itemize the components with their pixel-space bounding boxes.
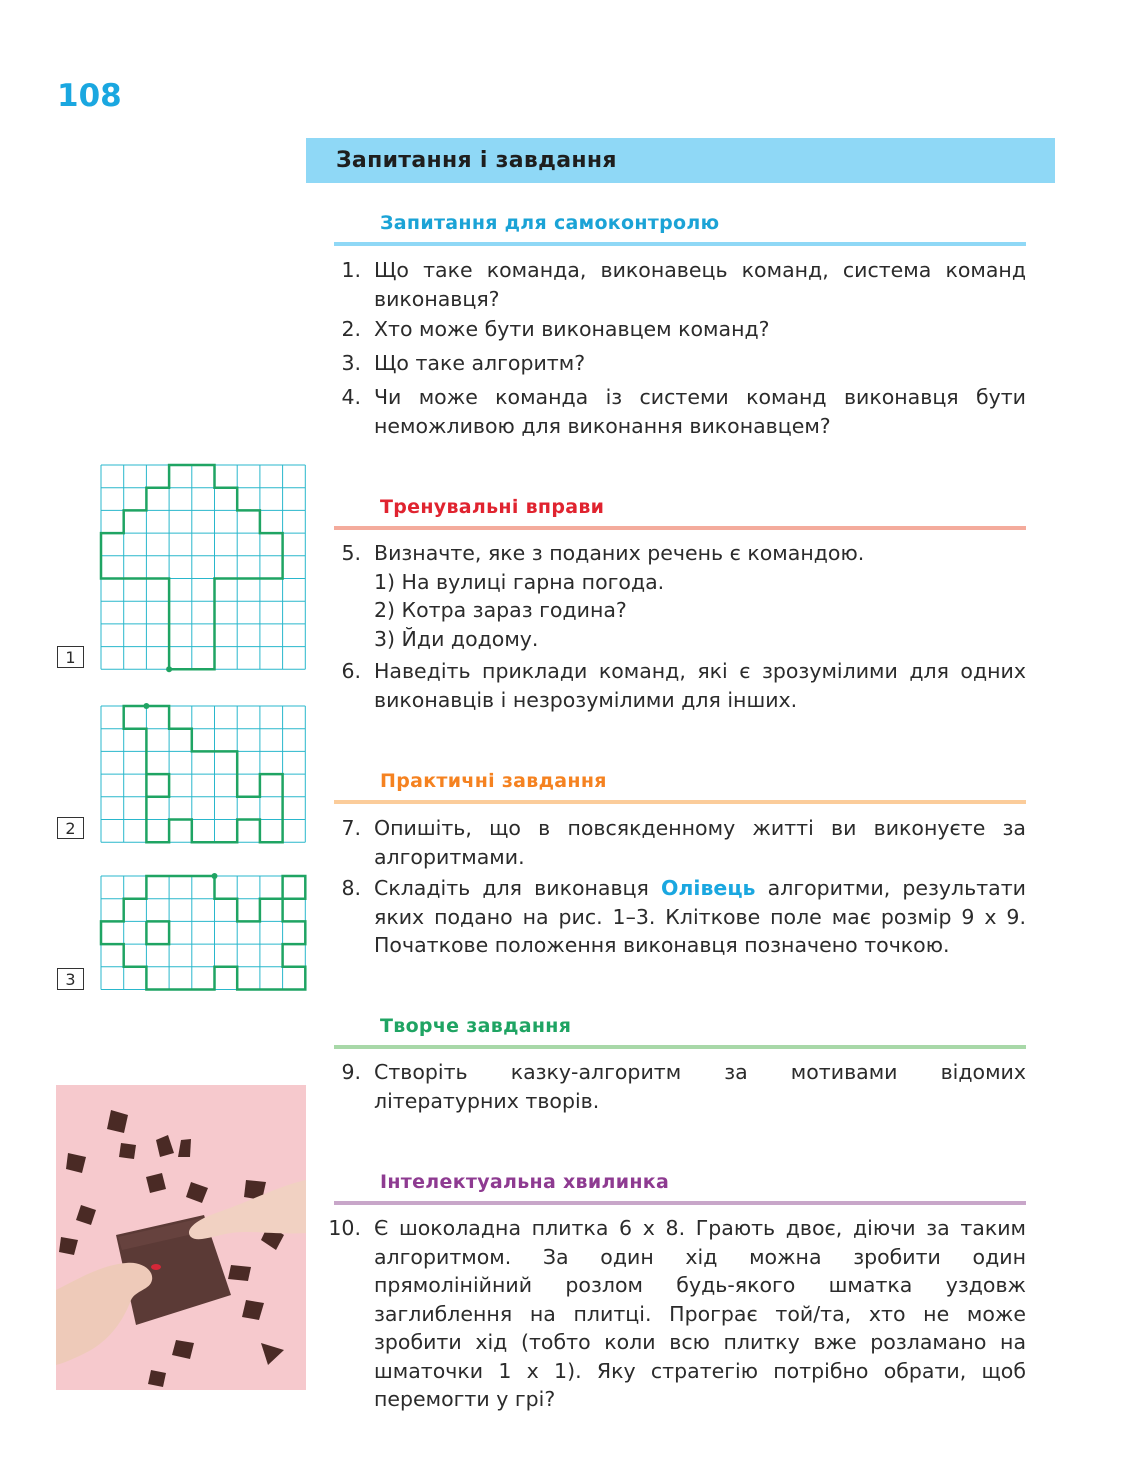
section-practical [334,770,1026,804]
question-text: Наведіть приклади команд, які є зрозумілими для одних виконавців і незрозумілими для інших. [374,659,1026,712]
figure-label-1: 1 [57,646,84,668]
question-number: 3. [341,351,361,375]
question-number: 1. [341,258,361,282]
question-10 [328,1214,1026,1414]
start-point [166,666,172,672]
question-text: Опишіть, що в повсякденному житті ви виконуєте за алгоритмами. [374,816,1026,869]
section-training [334,496,1026,530]
page-title: Запитання і завдання [336,148,617,173]
question-text: Є шоколадна плитка 6 х 8. Грають двоє, діючи за таким алгоритмом. За один хід можна зробити один прямолінійний розлом будь-якого шматка уздовж заглиблення на плитці. Програє той/та, хто не може зробити хід (тобто коли всю плитку вже розламано на шматочки 1 x 1). Яку стратегію потрібно обрати, щоб перемогти у грі? [374,1216,1026,1411]
question-1 [334,256,1026,313]
section-label: Тренувальні вправи [380,496,605,518]
question-text: Хто може бути виконавцем команд? [374,317,770,341]
question-body [374,874,1026,960]
question-7 [334,814,1026,871]
option-1: 1) На вулиці гарна погода. [374,569,665,594]
option-2: 2) Котра зараз година? [374,598,627,622]
figure-3-grid [101,876,306,991]
question-6 [334,657,1026,714]
section-label: Творче завдання [380,1015,572,1037]
question-text: Створіть казку-алгоритм за мотивами відомих літературних творів. [374,1060,1026,1113]
question-number: 10. [328,1216,361,1240]
figure-1-grid [101,465,306,670]
drawn-path [101,876,305,990]
section-label: Практичні завдання [380,770,607,792]
section-intellectual [334,1171,1026,1205]
question-text: Складіть для виконавця [374,876,649,900]
start-point [212,873,218,879]
option-3: 3) Йди додому. [374,626,539,651]
question-number: 2. [341,317,361,341]
section-rule [334,526,1026,530]
figure-label-3: 3 [57,968,84,990]
question-5 [334,539,1026,653]
section-self-control [334,212,1026,246]
section-rule [334,800,1026,804]
executor-name: Олівець [660,876,756,900]
question-number: 8. [341,876,361,900]
figure-label-2: 2 [57,817,84,839]
question-number: 6. [341,659,361,683]
drawn-path [146,921,169,944]
question-8 [334,874,1026,960]
title-bar [306,138,1055,183]
question-number: 7. [341,816,361,840]
question-text: Що таке алгоритм? [374,351,586,375]
section-label: Запитання для самоконтролю [380,212,720,234]
section-rule [334,242,1026,246]
question-9 [334,1058,1026,1115]
section-label: Інтелектуальна хвилинка [380,1171,670,1193]
section-rule [334,1045,1026,1049]
question-3 [334,349,1026,378]
start-point [143,703,149,709]
question-text: Чи може команда із системи команд виконавця бути неможливою для виконання виконавцем? [374,385,1026,438]
section-rule [334,1201,1026,1205]
chocolate-photo [56,1085,306,1390]
question-text: Що таке команда, виконавець команд, система команд виконавця? [374,258,1026,311]
question-2 [334,315,1026,344]
question-body [374,539,1026,653]
question-number: 4. [341,385,361,409]
figure-2-grid [101,706,306,843]
question-number: 5. [341,541,361,565]
question-4 [334,383,1026,440]
question-text-rest: алгоритми, результати яких подано на рис. 1–3. Кліткове поле має розмір 9 x 9. Початкове положення виконавця позначено точкою. [374,876,1026,957]
page-number: 108 [57,78,122,114]
question-number: 9. [341,1060,361,1084]
section-creative [334,1015,1026,1049]
question-text: Визначте, яке з поданих речень є командою. [374,541,865,565]
